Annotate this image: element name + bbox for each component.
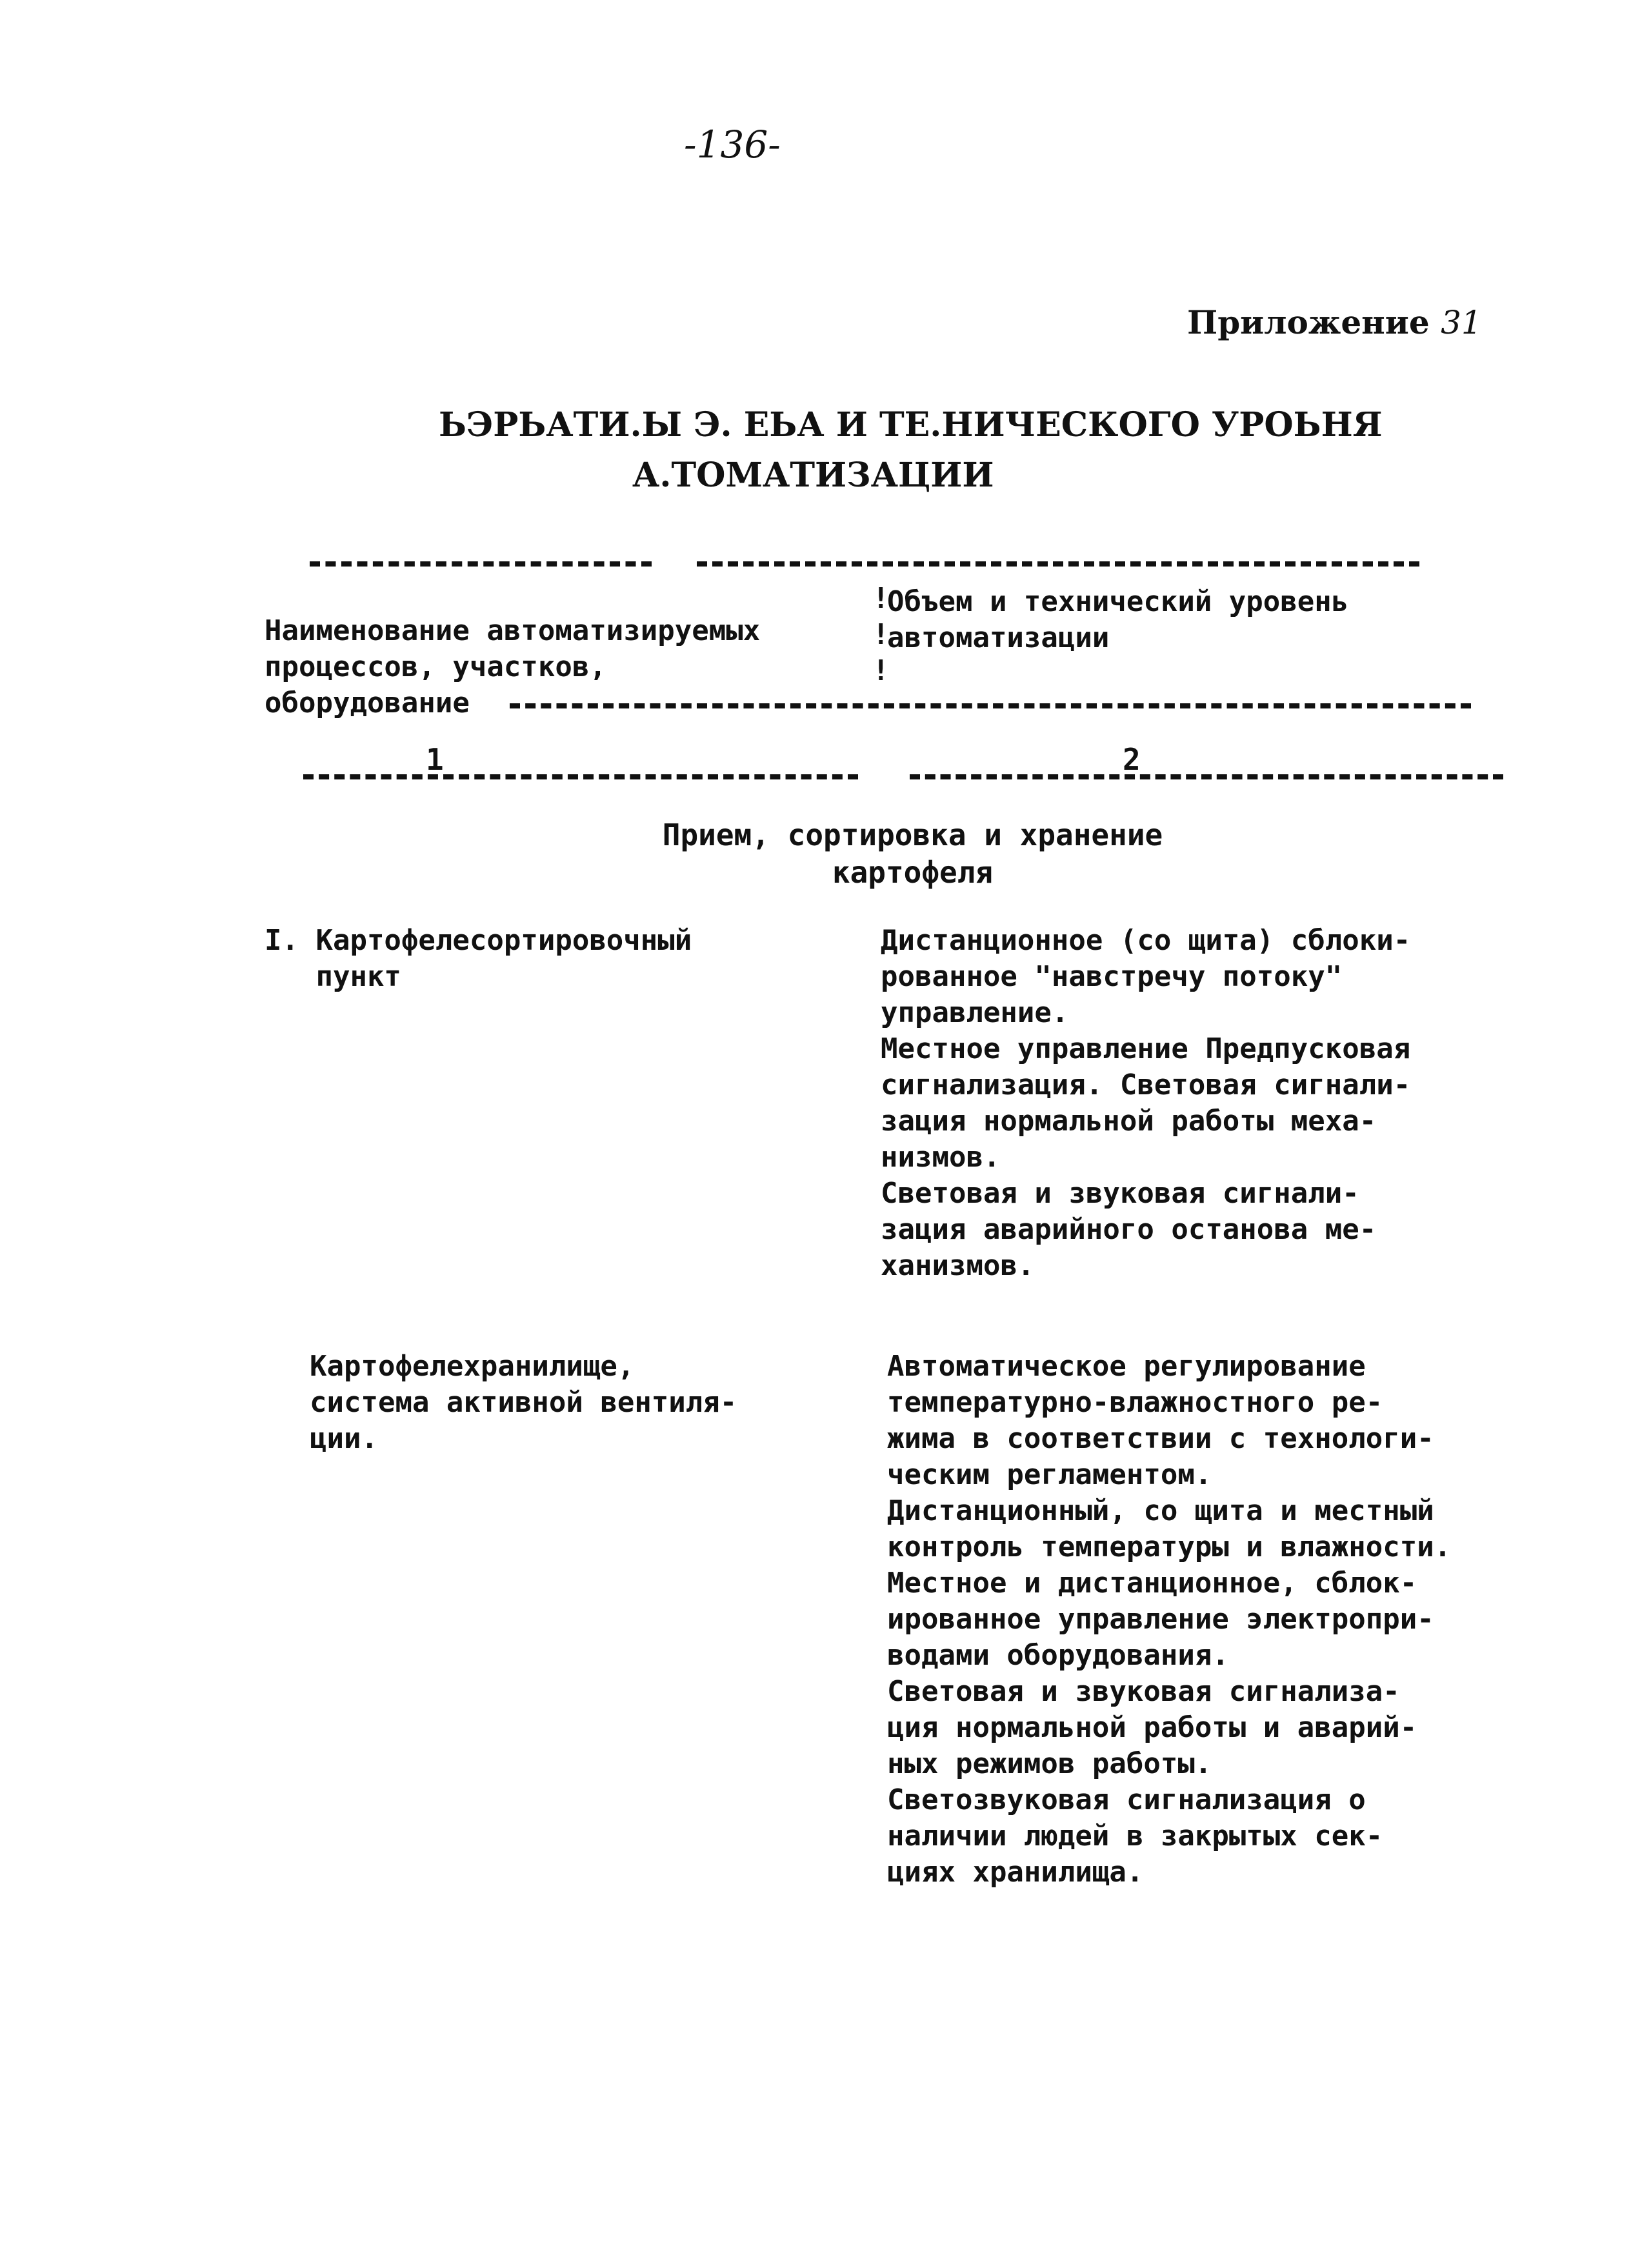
- table-row-2-name: Картофелехранилище, система активной вентиля- ции.: [310, 1350, 737, 1455]
- document-title: [439, 400, 1383, 501]
- numbers-rule-left: [303, 774, 858, 779]
- header-column-divider: ! ! !: [872, 582, 890, 687]
- table-row-1-description: Дистанционное (со щита) сблоки- рованное "навстречу потоку" управление. Местное управление Предпусковая сигнализация. Световая сигнали- зация нормальной работы меха- низмов. Световая и звуковая сигнали- зация аварийного останова ме- ханизмов.: [881, 924, 1411, 1282]
- numbers-rule-right: [910, 774, 1503, 779]
- appendix-label: [1187, 303, 1482, 341]
- header-col1: Наименование автоматизируемых процессов, участков, оборудование: [265, 614, 761, 719]
- appendix-label-text: Приложение: [1187, 303, 1430, 341]
- column-number-2: 2: [1123, 742, 1141, 777]
- column-number-1: 1: [426, 742, 444, 777]
- section-title-text: Прием, сортировка и хранение картофеля: [662, 818, 1163, 890]
- page-number: -136-: [684, 123, 781, 166]
- table-top-rule-left: [310, 561, 652, 567]
- document-title-line2: А.ТОМАТИЗАЦИИ: [632, 456, 994, 495]
- table-row-1-name: I. Картофелесортировочный пункт: [265, 924, 692, 993]
- appendix-number: 31: [1441, 304, 1482, 341]
- document-title-line1: ЬЭРЬАТИ.Ы Э. ЕЬА И ТЕ.НИЧЕСКОГО УРОЬНЯ: [439, 405, 1383, 445]
- header-col2: Объем и технический уровень автоматизации: [887, 585, 1349, 654]
- section-title: [0, 816, 1651, 891]
- header-bottom-rule: [510, 703, 1471, 708]
- table-top-rule-right: [697, 561, 1419, 567]
- table-row-2-description: Автоматическое регулирование температурно-влажностного ре- жима в соответствии с технологи- ческим регламентом. Дистанционный, со щита и местный контроль температуры и влажности. Местное и дистанционное, сблок- ированное управление электропри- водами оборудования. Световая и звуковая сигнализа- ция нормальной работы и аварий- ных режимов работы. Светозвуковая сигнализация о наличии людей в закрытых сек- циях хранилища.: [887, 1350, 1452, 1889]
